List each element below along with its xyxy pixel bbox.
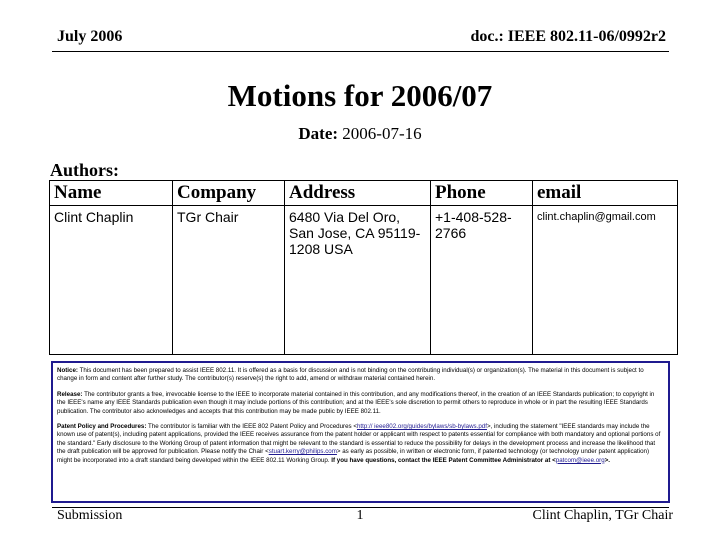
date-value: 2006-07-16 <box>342 124 422 143</box>
col-header-email: email <box>533 181 678 206</box>
table-row <box>50 206 678 355</box>
author-phone: +1-408-528-2766 <box>431 206 533 355</box>
author-company: TGr Chair <box>173 206 285 355</box>
footer-page-number: 1 <box>356 508 364 523</box>
notice-paragraph <box>57 367 664 384</box>
footer-submission: Submission <box>57 508 123 523</box>
date-line <box>0 124 720 144</box>
col-header-name: Name <box>50 181 173 206</box>
patent-text-3: > as early as possible, in written or electronic form, if patented technology (or technology under patent application) might be incorporated into a draft standard being developed within the IEEE 802.11 Working Group. <box>57 448 650 464</box>
slide-title: Motions for 2006/07 <box>227 78 493 113</box>
authors-heading: Authors: <box>50 160 120 180</box>
patent-text-1: The contributor is familiar with the IEEE 802 Patent Policy and Procedures < <box>148 423 357 431</box>
col-header-company: Company <box>173 181 285 206</box>
date-label: Date: <box>298 124 339 143</box>
header-rule <box>52 51 669 52</box>
release-paragraph <box>57 391 664 416</box>
notice-box <box>51 361 670 503</box>
author-address: 6480 Via Del Oro, San Jose, CA 95119-1208 USA <box>285 206 431 355</box>
author-email: clint.chaplin@gmail.com <box>533 206 678 355</box>
patent-policy-link[interactable]: http:// ieee802.org/guides/bylaws/sb-bylaws.pdf <box>356 423 487 431</box>
question-end: >. <box>604 456 611 464</box>
notice-label: Notice: <box>57 367 78 374</box>
patent-label: Patent Policy and Procedures: <box>57 423 147 431</box>
admin-email-link[interactable]: patcom@ieee.org <box>555 456 605 464</box>
author-name: Clint Chaplin <box>50 206 173 355</box>
patent-text-2: >, including the statement "IEEE standards may include the known use of patent(s), including patent applications, provided the IEEE receives assurance from the patent holder or applicant with respect to patents essential for compliance with both mandatory and optional portions of the standard." Early disclosure to the Working Group of patent information that might be relevant to the standard is essential to reduce the possibility for delays in the development process and increase the likelihood that the draft publication will be approved for publication. Please notify the Chair < <box>57 423 661 456</box>
release-label: Release: <box>57 390 83 398</box>
header-doc-id: doc.: IEEE 802.11-06/0992r2 <box>470 28 666 45</box>
patent-paragraph <box>57 423 664 465</box>
authors-table <box>49 180 678 355</box>
col-header-phone: Phone <box>431 181 533 206</box>
table-header-row <box>50 181 678 206</box>
chair-email-link[interactable]: stuart.kerry@philips.com <box>268 448 337 456</box>
footer-author: Clint Chaplin, TGr Chair <box>532 508 673 523</box>
question-text: If you have questions, contact the IEEE Patent Committee Administrator at < <box>331 456 556 464</box>
header-date: July 2006 <box>57 28 123 45</box>
notice-text: This document has been prepared to assist IEEE 802.11. It is offered as a basis for discussion and is not binding on the contributing individual(s) or organization(s). The material in this document is subject to change in form and content after further study. The contributor(s) reserve(s) the right to add, amend or withdraw material contained herein. <box>57 367 644 383</box>
release-text: The contributor grants a free, irrevocable license to the IEEE to incorporate material contained in this contribution, and any modifications thereof, in the creation of an IEEE Standards publication; to copyright in the IEEE's name any IEEE Standards publication even though it may include portions of this contribution; and at the IEEE's sole discretion to permit others to reproduce in whole or in part the resulting IEEE Standards publication. The contributor also acknowledges and accepts that this contribution may be made public by IEEE 802.11. <box>57 390 655 415</box>
col-header-address: Address <box>285 181 431 206</box>
